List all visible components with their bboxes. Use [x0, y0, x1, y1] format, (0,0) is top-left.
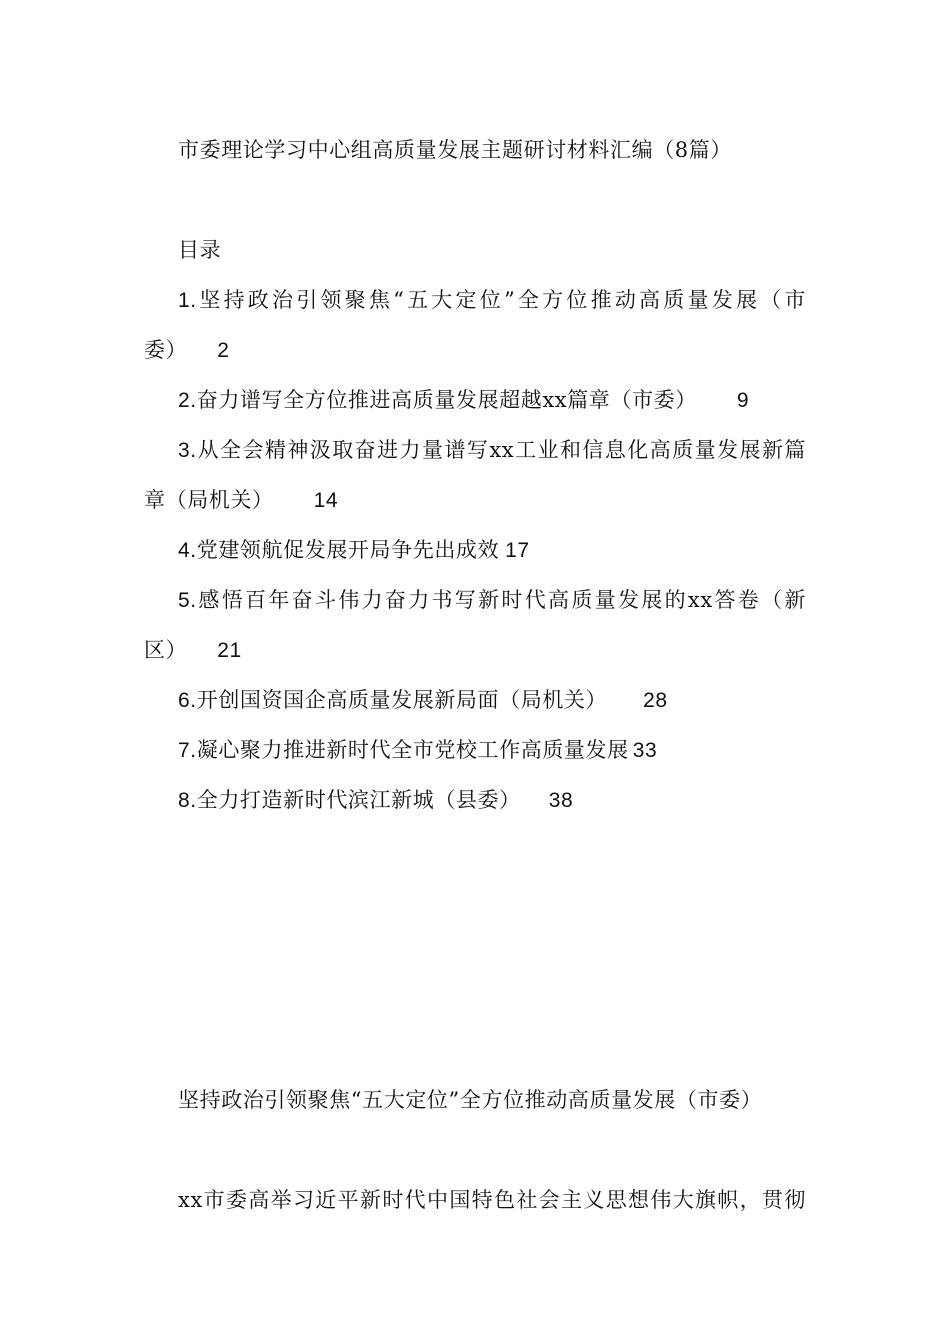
toc-entry-2[interactable]: [178, 386, 749, 415]
toc-entry-6[interactable]: [178, 686, 668, 715]
toc-entry-3-continued[interactable]: [144, 486, 338, 515]
body-paragraph: xx市委高举习近平新时代中国特色社会主义思想伟大旗帜，贯彻: [178, 1188, 806, 1212]
toc-entry-8[interactable]: [178, 786, 573, 815]
toc-entry-title-continued: 区）: [144, 638, 188, 662]
toc-page-number: 33: [632, 739, 658, 762]
toc-entry-title: 感悟百年奋斗伟力奋力书写新时代高质量发展的xx答卷（新: [196, 588, 806, 612]
toc-entry-4[interactable]: [178, 536, 530, 565]
toc-entry-title: 全力打造新时代滨江新城（县委）: [196, 788, 521, 812]
toc-entry-number: 5.: [178, 589, 197, 612]
toc-entry-3[interactable]: [178, 436, 806, 465]
toc-entry-title: 奋力谱写全方位推进高质量发展超越xx篇章（市委）: [196, 388, 697, 412]
toc-entry-title: 党建领航促发展开局争先出成效: [196, 538, 500, 562]
toc-entry-1-continued[interactable]: [144, 336, 229, 365]
toc-entry-number: 7.: [178, 739, 197, 762]
toc-page-number: 2: [217, 339, 230, 362]
toc-page-number: 21: [217, 639, 242, 662]
toc-entry-title-continued: 章（局机关）: [144, 488, 274, 512]
toc-entry-title: 从全会精神汲取奋进力量谱写xx工业和信息化高质量发展新篇: [196, 438, 806, 462]
toc-page-number: 17: [505, 539, 530, 562]
toc-entry-title: 坚持政治引领聚焦“五大定位”全方位推动高质量发展（市: [196, 288, 806, 312]
toc-entry-number: 3.: [178, 439, 197, 462]
toc-entry-number: 2.: [178, 389, 197, 412]
toc-entry-number: 8.: [178, 789, 197, 812]
toc-page-number: 9: [736, 389, 750, 412]
toc-entry-number: 6.: [178, 689, 197, 712]
toc-entry-title: 凝心聚力推进新时代全市党校工作高质量发展: [196, 738, 629, 762]
toc-entry-7[interactable]: [178, 736, 657, 765]
section-title: 坚持政治引领聚焦“五大定位”全方位推动高质量发展（市委）: [178, 1088, 763, 1112]
toc-page-number: 14: [313, 489, 339, 512]
toc-page-number: 28: [643, 689, 668, 712]
toc-entry-title-continued: 委）: [144, 338, 188, 362]
toc-entry-number: 1.: [178, 289, 197, 312]
document-title: 市委理论学习中心组高质量发展主题研讨材料汇编（8篇）: [178, 138, 732, 162]
toc-entry-number: 4.: [178, 539, 197, 562]
toc-page-number: 38: [548, 789, 574, 812]
toc-entry-5[interactable]: [178, 586, 806, 615]
toc-entry-5-continued[interactable]: [144, 636, 242, 665]
toc-entry-1[interactable]: [178, 286, 806, 315]
toc-entry-title: 开创国资国企高质量发展新局面（局机关）: [196, 688, 608, 712]
toc-heading: 目录: [178, 238, 222, 262]
